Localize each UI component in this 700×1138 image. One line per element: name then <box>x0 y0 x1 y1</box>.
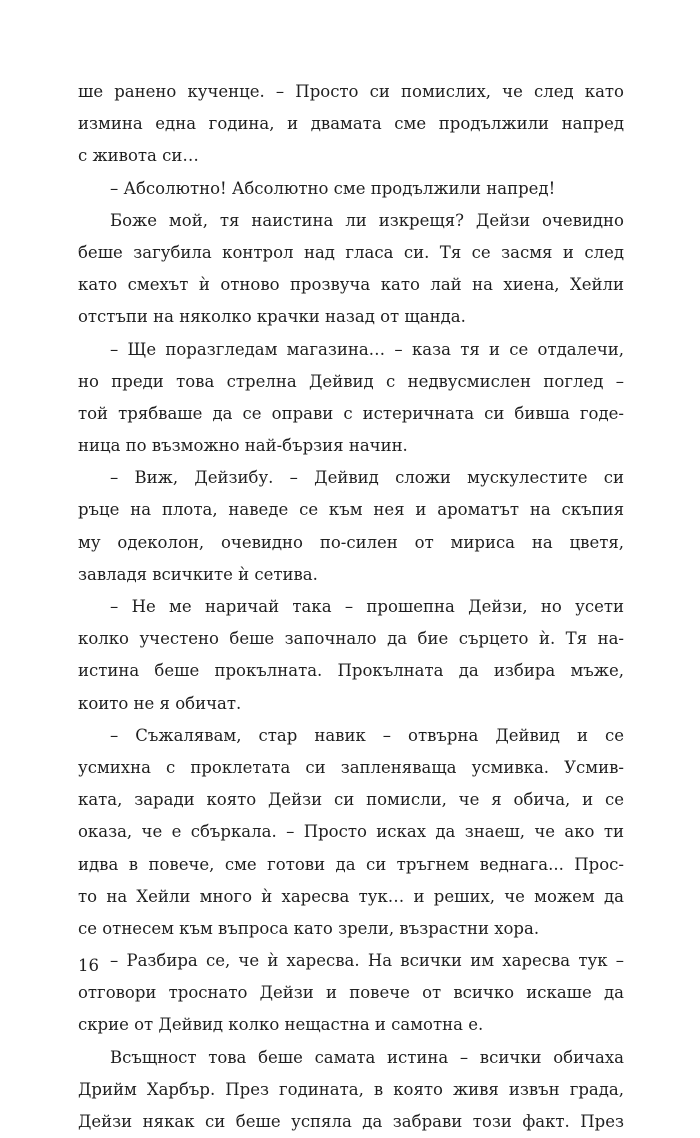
text-line: му одеколон, очевидно по-силен от мириса на цветя, <box>78 532 624 552</box>
text-line: – Ще поразгледам магазина… – каза тя и се отдалечи, <box>110 339 624 359</box>
text-line: то на Хейли много ѝ харесва тук… и реших, че можем да <box>78 886 624 906</box>
text-line: истина беше прокълната. Прокълната да избира мъже, <box>78 661 624 681</box>
text-line: – Абсолютно! Абсолютно сме продължили напред! <box>110 178 556 198</box>
text-line: оказа, че е сбъркала. – Просто исках да знаеш, че ако ти <box>78 822 624 842</box>
text-line: – Разбира се, че ѝ харесва. На всички им харесва тук – <box>110 951 624 971</box>
text-line: но преди това стрелна Дейвид с недвусмислен поглед – <box>78 371 624 391</box>
body-text <box>78 76 624 1138</box>
text-line: той трябваше да се оправи с истеричната си бивша годе- <box>78 403 624 423</box>
text-line: усмихна с проклетата си запленяваща усмивка. Усмив- <box>78 757 624 777</box>
text-line: като смехът ѝ отново прозвуча като лай на хиена, Хейли <box>78 275 624 295</box>
text-line: ница по възможно най-бързия начин. <box>78 436 408 456</box>
text-line: отстъпи на няколко крачки назад от щанда. <box>78 307 466 327</box>
text-line: Всъщност това беше самата истина – всички обичаха <box>110 1047 624 1067</box>
text-line: – Съжалявам, стар навик – отвърна Дейвид и се <box>110 725 624 745</box>
text-line: ката, заради която Дейзи си помисли, че я обича, и се <box>78 790 624 810</box>
text-line: беше загубила контрол над гласа си. Тя се засмя и след <box>78 242 624 262</box>
text-line: с живота си… <box>78 146 199 166</box>
text-line: ше ранено кученце. – Просто си помислих, че след като <box>78 82 624 101</box>
text-line: Дейзи някак си беше успяла да забрави този факт. През <box>78 1112 624 1131</box>
text-line: колко учестено беше започнало да бие сърцето ѝ. Тя на- <box>78 629 624 649</box>
text-line: – Не ме наричай така – прошепна Дейзи, но усети <box>110 597 624 616</box>
text-line: ръце на плота, наведе се към нея и ароматът на скъпия <box>78 500 624 520</box>
page-number: 16 <box>78 956 99 975</box>
text-line: идва в повече, сме готови да си тръгнем веднага... Прос- <box>78 854 624 874</box>
text-line: Дрийм Харбър. През годината, в която живя извън града, <box>78 1079 624 1099</box>
text-line: измина една година, и двамата сме продължили напред <box>78 114 624 134</box>
text-line: – Виж, Дейзибу. – Дейвид сложи мускулестите си <box>110 468 624 488</box>
text-line: скрие от Дейвид колко нещастна и самотна е. <box>78 1015 484 1035</box>
text-line: отговори троснато Дейзи и повече от всичко искаше да <box>78 983 624 1003</box>
text-line: които не я обичат. <box>78 693 242 713</box>
text-line: Боже мой, тя наистина ли изкрещя? Дейзи очевидно <box>110 210 624 230</box>
text-line: завладя всичките ѝ сетива. <box>78 564 318 584</box>
text-line: се отнесем към въпроса като зрели, възрастни хора. <box>78 918 540 938</box>
